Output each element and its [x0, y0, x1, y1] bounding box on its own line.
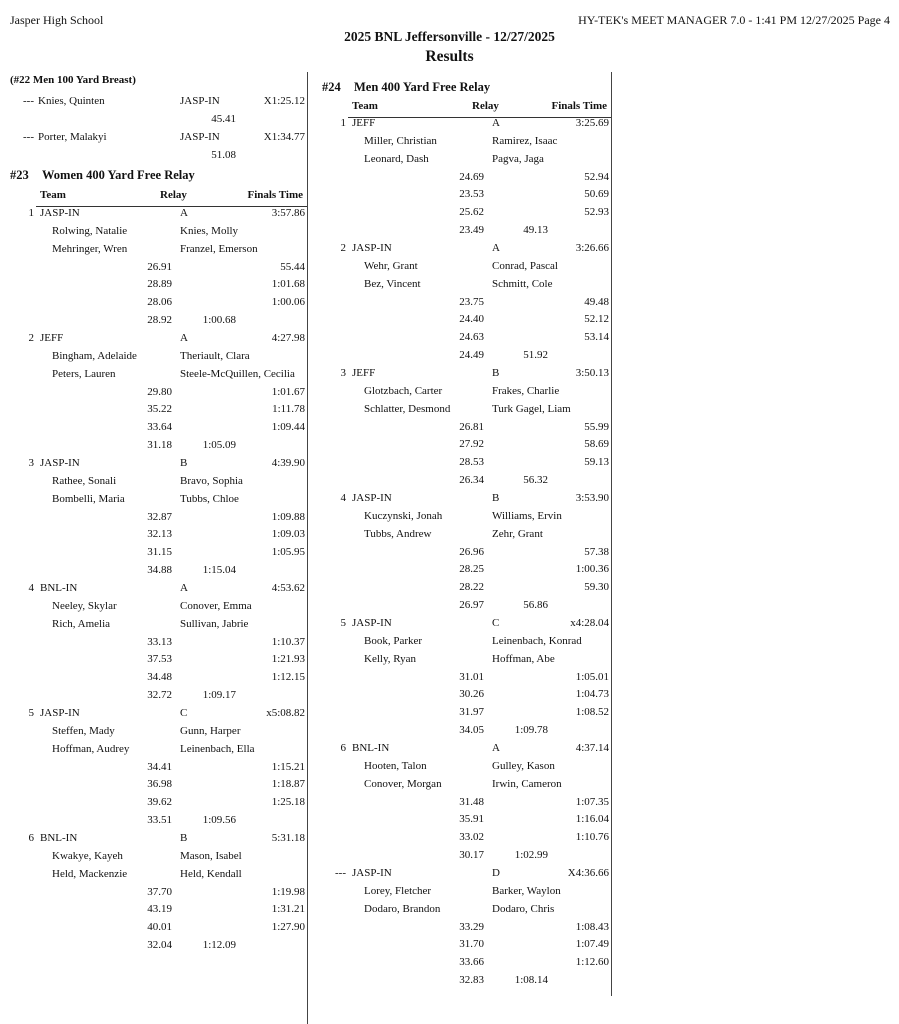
finals-time: 3:50.13 [575, 367, 609, 379]
split-value: 24.49 [459, 349, 484, 362]
team-name: BNL-IN [40, 582, 78, 594]
place-number: 1 [28, 207, 34, 219]
split-value: 52.12 [584, 313, 609, 326]
swimmer-name: Sullivan, Jabrie [180, 617, 249, 630]
relay-entry [10, 830, 307, 955]
split-value: 1:09.88 [271, 510, 305, 523]
split-value: 32.04 [147, 939, 172, 952]
swimmer-name: Gulley, Kason [492, 759, 555, 772]
finals-time: X1:25.12 [263, 95, 305, 107]
event-23-title: Women 400 Yard Free Relay [42, 168, 195, 182]
event-23-number: #23 [10, 168, 29, 182]
team-name: JEFF [40, 332, 64, 344]
split-value: 31.15 [147, 546, 172, 559]
split-value: 33.13 [147, 635, 172, 648]
swimmer-name: Steffen, Mady [52, 724, 115, 737]
individual-entry [10, 92, 307, 128]
swimmer-name: Tubbs, Andrew [364, 527, 432, 540]
place-number: 4 [340, 492, 346, 504]
swimmer-name: Held, Kendall [180, 867, 242, 880]
split-value: 24.40 [459, 313, 484, 326]
relay-entry [322, 115, 611, 240]
split-value: 55.44 [280, 260, 305, 273]
team-name: JEFF [352, 117, 376, 129]
finals-time: 4:39.90 [271, 457, 305, 469]
swimmer-name: Porter, Malakyi [38, 131, 107, 143]
swimmer-name: Rathee, Sonali [52, 474, 117, 487]
swimmer-name: Peters, Lauren [52, 367, 116, 380]
split-value: 1:09.17 [202, 689, 236, 702]
swimmer-name: Neeley, Skylar [52, 599, 117, 612]
event-23-header [10, 168, 307, 188]
split-value: 29.80 [147, 385, 172, 398]
split-value: 1:12.09 [202, 939, 236, 952]
split-value: 28.22 [459, 581, 484, 594]
relay-letter: A [180, 332, 188, 344]
swimmer-name: Knies, Molly [180, 224, 239, 237]
finals-time: X1:34.77 [263, 131, 305, 143]
finals-time-column-header: Finals Time [247, 189, 303, 201]
swimmer-name: Mason, Isabel [180, 849, 242, 862]
team-name: JEFF [352, 367, 376, 379]
relay-entry [322, 365, 611, 490]
split-value: 1:00.36 [575, 563, 609, 576]
swimmer-name: Barker, Waylon [492, 884, 561, 897]
relay-letter: B [180, 832, 188, 844]
place-number: 4 [28, 582, 34, 594]
split-value: 45.41 [211, 113, 236, 125]
relay-letter: C [492, 617, 500, 629]
swimmer-name: Bombelli, Maria [52, 492, 125, 505]
swimmer-name: Rich, Amelia [52, 617, 111, 630]
split-value: 50.69 [584, 188, 609, 201]
split-value: 1:09.56 [202, 814, 236, 827]
relay-letter: A [180, 207, 188, 219]
relay-letter: A [492, 242, 500, 254]
swimmer-name: Conover, Morgan [364, 777, 442, 790]
event-24-column-headers [322, 100, 611, 115]
finals-time: 5:31.18 [271, 832, 305, 844]
relay-column-header: Relay [472, 100, 499, 112]
team-name: JASP-IN [352, 242, 392, 254]
swimmer-name: Steele-McQuillen, Cecilia [180, 367, 295, 380]
split-value: 33.02 [459, 831, 484, 844]
place-number: --- [23, 131, 34, 143]
swimmer-name: Kuczynski, Jonah [364, 509, 443, 522]
swimmer-name: Zehr, Grant [492, 527, 543, 540]
split-value: 1:05.01 [575, 670, 609, 683]
event-24-number: #24 [322, 80, 341, 94]
split-value: 58.69 [584, 438, 609, 451]
split-value: 26.97 [459, 599, 484, 612]
split-value: 28.53 [459, 456, 484, 469]
split-value: 1:19.98 [271, 885, 305, 898]
relay-entry [10, 330, 307, 455]
event-23-column-headers [10, 189, 307, 204]
column-divider-right [611, 72, 612, 996]
relay-entry [10, 580, 307, 705]
event-24-title: Men 400 Yard Free Relay [354, 80, 491, 94]
finals-time: 3:57.86 [271, 207, 305, 219]
finals-time: 4:27.98 [271, 332, 305, 344]
split-value: 33.64 [147, 421, 172, 434]
relay-letter: B [492, 367, 500, 379]
swimmer-name: Kelly, Ryan [364, 652, 417, 665]
split-value: 31.48 [459, 795, 484, 808]
swimmer-name: Mehringer, Wren [52, 242, 128, 255]
relay-letter: C [180, 707, 188, 719]
split-value: 1:10.76 [575, 831, 609, 844]
split-value: 30.26 [459, 688, 484, 701]
team-name: JASP-IN [40, 207, 80, 219]
split-value: 27.92 [459, 438, 484, 451]
swimmer-name: Frakes, Charlie [492, 384, 560, 397]
swimmer-name: Leinenbach, Konrad [492, 634, 582, 647]
swimmer-name: Kwakye, Kayeh [52, 849, 123, 862]
place-number: --- [335, 867, 346, 879]
split-value: 1:12.60 [575, 956, 609, 969]
finals-time: 3:53.90 [575, 492, 609, 504]
relay-letter: A [180, 582, 188, 594]
split-value: 32.72 [147, 689, 172, 702]
split-value: 56.32 [523, 474, 548, 487]
swimmer-name: Rolwing, Natalie [52, 224, 128, 237]
split-value: 1:21.93 [271, 653, 305, 666]
swimmer-name: Knies, Quinten [38, 95, 105, 107]
split-value: 39.62 [147, 796, 172, 809]
place-number: 3 [340, 367, 346, 379]
split-value: 1:08.43 [575, 920, 609, 933]
split-value: 25.62 [459, 206, 484, 219]
split-value: 1:15.04 [202, 564, 236, 577]
swimmer-name: Irwin, Cameron [492, 777, 562, 790]
split-value: 34.48 [147, 671, 172, 684]
split-value: 1:07.35 [575, 795, 609, 808]
column-divider-center [307, 72, 308, 1024]
split-value: 57.38 [584, 545, 609, 558]
relay-entry [322, 615, 611, 740]
split-value: 33.29 [459, 920, 484, 933]
relay-entry [10, 205, 307, 330]
split-value: 31.01 [459, 670, 484, 683]
split-value: 1:00.06 [271, 296, 305, 309]
place-number: 2 [340, 242, 346, 254]
split-value: 24.69 [459, 170, 484, 183]
split-value: 1:07.49 [575, 938, 609, 951]
split-value: 1:09.78 [514, 724, 548, 737]
event-24-header [322, 80, 611, 100]
split-value: 23.49 [459, 224, 484, 237]
split-value: 1:04.73 [575, 688, 609, 701]
finals-time: 3:25.69 [575, 117, 609, 129]
split-value: 1:02.99 [514, 849, 548, 862]
team-name: BNL-IN [40, 832, 78, 844]
split-value: 40.01 [147, 921, 172, 934]
swimmer-name: Conrad, Pascal [492, 259, 558, 272]
meet-manager-stamp: HY-TEK's MEET MANAGER 7.0 - 1:41 PM 12/27/2025 Page 4 [578, 13, 890, 27]
split-value: 59.13 [584, 456, 609, 469]
split-value: 1:01.67 [271, 385, 305, 398]
swimmer-name: Book, Parker [364, 634, 423, 647]
split-value: 1:12.15 [271, 671, 305, 684]
relay-column-header: Relay [160, 189, 187, 201]
split-value: 33.66 [459, 956, 484, 969]
split-value: 56.86 [523, 599, 548, 612]
split-value: 1:09.44 [271, 421, 305, 434]
relay-entry [322, 740, 611, 865]
team-name: JASP-IN [352, 492, 392, 504]
split-value: 1:00.68 [202, 314, 236, 327]
swimmer-name: Schmitt, Cole [492, 277, 553, 290]
split-value: 1:08.14 [514, 974, 548, 987]
swimmer-name: Leonard, Dash [364, 152, 429, 165]
split-value: 1:27.90 [271, 921, 305, 934]
finals-time: x4:28.04 [570, 617, 609, 629]
swimmer-name: Hoffman, Abe [492, 652, 555, 665]
split-value: 31.70 [459, 938, 484, 951]
split-value: 31.97 [459, 706, 484, 719]
split-value: 35.91 [459, 813, 484, 826]
team-column-header: Team [40, 189, 66, 201]
swimmer-name: Glotzbach, Carter [364, 384, 443, 397]
team-name: JASP-IN [180, 95, 220, 107]
finals-time: X4:36.66 [567, 867, 609, 879]
team-name: JASP-IN [352, 867, 392, 879]
swimmer-name: Turk Gagel, Liam [492, 402, 571, 415]
swimmer-name: Conover, Emma [180, 599, 252, 612]
split-value: 24.63 [459, 331, 484, 344]
split-value: 51.08 [211, 149, 236, 161]
split-value: 37.70 [147, 885, 172, 898]
split-value: 43.19 [147, 903, 172, 916]
split-value: 55.99 [584, 420, 609, 433]
relay-entry [10, 705, 307, 830]
swimmer-name: Franzel, Emerson [180, 242, 258, 255]
swimmer-name: Gunn, Harper [180, 724, 241, 737]
split-value: 1:11.78 [272, 403, 305, 416]
split-value: 1:31.21 [271, 903, 305, 916]
split-value: 49.48 [584, 295, 609, 308]
place-number: 2 [28, 332, 34, 344]
split-value: 1:16.04 [575, 813, 609, 826]
swimmer-name: Hoffman, Audrey [52, 742, 130, 755]
split-value: 1:05.09 [202, 439, 236, 452]
split-value: 26.81 [459, 420, 484, 433]
split-value: 28.92 [147, 314, 172, 327]
split-value: 32.13 [147, 528, 172, 541]
split-value: 1:05.95 [271, 546, 305, 559]
swimmer-name: Held, Mackenzie [52, 867, 128, 880]
relay-letter: B [492, 492, 500, 504]
split-value: 26.96 [459, 545, 484, 558]
place-number: 6 [28, 832, 34, 844]
swimmer-name: Lorey, Fletcher [364, 884, 432, 897]
swimmer-name: Miller, Christian [364, 134, 437, 147]
split-value: 1:09.03 [271, 528, 305, 541]
split-value: 53.14 [584, 331, 609, 344]
split-value: 32.87 [147, 510, 172, 523]
split-value: 23.75 [459, 295, 484, 308]
relay-entry [10, 455, 307, 580]
split-value: 34.88 [147, 564, 172, 577]
split-value: 52.93 [584, 206, 609, 219]
finals-time: 3:26.66 [575, 242, 609, 254]
split-value: 34.41 [147, 760, 172, 773]
split-value: 33.51 [147, 814, 172, 827]
split-value: 35.22 [147, 403, 172, 416]
split-value: 23.53 [459, 188, 484, 201]
team-name: JASP-IN [40, 457, 80, 469]
individual-entry [10, 128, 307, 164]
split-value: 1:10.37 [271, 635, 305, 648]
swimmer-name: Bez, Vincent [364, 277, 421, 290]
finals-time-column-header: Finals Time [551, 100, 607, 112]
split-value: 59.30 [584, 581, 609, 594]
split-value: 1:18.87 [271, 778, 305, 791]
team-name: BNL-IN [352, 742, 390, 754]
place-number: 1 [340, 117, 346, 129]
swimmer-name: Bingham, Adelaide [52, 349, 137, 362]
split-value: 26.91 [147, 260, 172, 273]
swimmer-name: Dodaro, Brandon [364, 902, 441, 915]
split-value: 1:25.18 [271, 796, 305, 809]
finals-time: x5:08.82 [266, 707, 305, 719]
swimmer-name: Williams, Ervin [492, 509, 562, 522]
split-value: 37.53 [147, 653, 172, 666]
swimmer-name: Tubbs, Chloe [180, 492, 239, 505]
team-column-header: Team [352, 100, 378, 112]
split-value: 1:08.52 [575, 706, 609, 719]
team-name: JASP-IN [180, 131, 220, 143]
split-value: 1:01.68 [271, 278, 305, 291]
meet-title: 2025 BNL Jeffersonville - 12/27/2025 [344, 29, 555, 44]
swimmer-name: Bravo, Sophia [180, 474, 243, 487]
split-value: 36.98 [147, 778, 172, 791]
place-number: --- [23, 95, 34, 107]
team-name: JASP-IN [352, 617, 392, 629]
split-value: 30.17 [459, 849, 484, 862]
split-value: 26.34 [459, 474, 484, 487]
split-value: 28.89 [147, 278, 172, 291]
place-number: 5 [28, 707, 34, 719]
relay-letter: A [492, 117, 500, 129]
relay-entry [322, 490, 611, 615]
relay-letter: D [492, 867, 500, 879]
place-number: 3 [28, 457, 34, 469]
event-22-title: (#22 Men 100 Yard Breast) [10, 74, 136, 86]
swimmer-name: Theriault, Clara [180, 349, 250, 362]
school-name: Jasper High School [10, 13, 104, 27]
swimmer-name: Dodaro, Chris [492, 902, 555, 915]
relay-letter: B [180, 457, 188, 469]
team-name: JASP-IN [40, 707, 80, 719]
swimmer-name: Wehr, Grant [364, 259, 418, 272]
relay-entry [322, 240, 611, 365]
relay-letter: A [492, 742, 500, 754]
place-number: 5 [340, 617, 346, 629]
place-number: 6 [340, 742, 346, 754]
split-value: 28.06 [147, 296, 172, 309]
split-value: 34.05 [459, 724, 484, 737]
split-value: 28.25 [459, 563, 484, 576]
finals-time: 4:37.14 [575, 742, 609, 754]
swimmer-name: Hooten, Talon [364, 759, 427, 772]
split-value: 1:15.21 [271, 760, 305, 773]
split-value: 51.92 [523, 349, 548, 362]
results-heading: Results [425, 48, 474, 65]
finals-time: 4:53.62 [271, 582, 305, 594]
split-value: 49.13 [523, 224, 548, 237]
swimmer-name: Ramirez, Isaac [492, 134, 558, 147]
swimmer-name: Schlatter, Desmond [364, 402, 451, 415]
swimmer-name: Pagva, Jaga [492, 152, 544, 165]
split-value: 52.94 [584, 170, 609, 183]
swimmer-name: Leinenbach, Ella [180, 742, 255, 755]
relay-entry [322, 865, 611, 990]
split-value: 31.18 [147, 439, 172, 452]
split-value: 32.83 [459, 974, 484, 987]
